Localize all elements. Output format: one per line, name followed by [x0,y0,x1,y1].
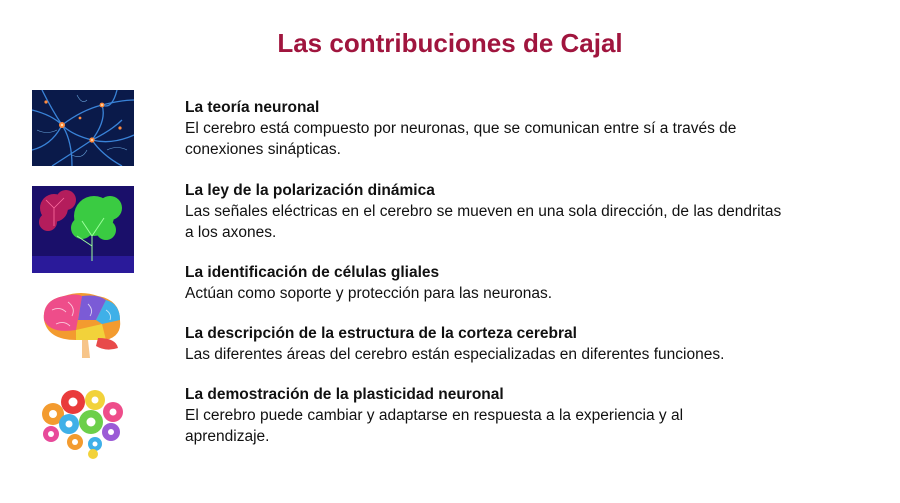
neuron-network-icon [32,90,134,166]
contribution-item [185,180,875,243]
item-text: El cerebro está compuesto por neuronas, que se comunican entre sí a través de conexiones sinápticas. [185,120,737,158]
item-heading: La demostración de la plasticidad neuronal [185,386,504,403]
contribution-item [185,97,875,160]
dendrite-tree-icon [32,186,134,273]
contribution-item [185,384,875,447]
item-heading: La identificación de células gliales [185,264,440,281]
item-heading: La teoría neuronal [185,99,320,116]
contribution-item [185,262,875,304]
item-text: Las diferentes áreas del cerebro están especializadas en diferentes funciones. [185,346,725,363]
item-text: Las señales eléctricas en el cerebro se mueven en una sola dirección, de las dendritas a los axones. [185,203,782,241]
contribution-item [185,323,875,365]
item-text: Actúan como soporte y protección para las neuronas. [185,285,553,302]
item-heading: La ley de la polarización dinámica [185,182,435,199]
colored-brain-icon [36,290,126,362]
item-text: El cerebro puede cambiar y adaptarse en respuesta a la experiencia y al aprendizaje. [185,407,684,445]
page-title: Las contribuciones de Cajal [277,28,623,58]
gear-brain-icon [33,384,129,460]
item-heading: La descripción de la estructura de la corteza cerebral [185,325,577,342]
